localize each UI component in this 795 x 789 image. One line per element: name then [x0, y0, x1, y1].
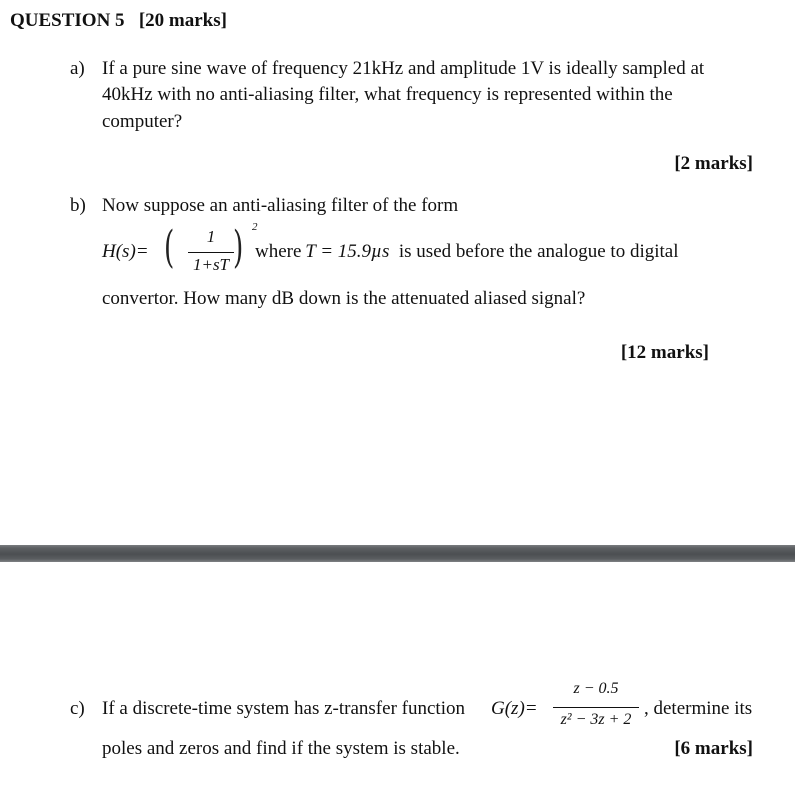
- right-paren: ): [233, 222, 244, 273]
- part-c-line-2: poles and zeros and find if the system is stable.: [102, 738, 460, 759]
- left-paren: (: [164, 222, 175, 273]
- part-b-label: b): [70, 195, 86, 216]
- part-a-label: a): [70, 58, 85, 79]
- part-c-marks: [6 marks]: [674, 738, 753, 759]
- question-title: [10, 10, 227, 32]
- part-c-label: c): [70, 698, 85, 719]
- filter-equation-lhs: H(s)=: [102, 241, 149, 262]
- part-a-line-2: 40kHz with no anti-aliasing filter, what frequency is represented within the: [102, 84, 673, 105]
- filter-where-text: [255, 241, 679, 263]
- transfer-function-after-text: , determine its: [644, 698, 753, 719]
- filter-exponent: 2: [252, 221, 258, 233]
- part-a-marks: [2 marks]: [674, 153, 753, 174]
- part-b-line-1: Now suppose an anti-aliasing filter of the form: [102, 195, 459, 216]
- exam-page-2: [0, 562, 795, 789]
- part-b-line-3: convertor. How many dB down is the attenuated aliased signal?: [102, 288, 586, 309]
- part-a-line-1: If a pure sine wave of frequency 21kHz and amplitude 1V is ideally sampled at: [102, 58, 705, 79]
- filter-numerator: 1: [206, 227, 216, 246]
- part-b-marks: [12 marks]: [620, 342, 709, 363]
- question-total-marks: [20 marks]: [138, 10, 227, 31]
- transfer-function-fraction-bar: [553, 707, 639, 708]
- time-constant: T = 15.9µs: [305, 241, 390, 262]
- transfer-function-lhs: G(z)=: [491, 698, 538, 719]
- transfer-function-numerator: z − 0.5: [573, 680, 619, 697]
- question-number: QUESTION 5: [10, 10, 125, 31]
- filter-denominator: 1+sT: [192, 255, 230, 274]
- filter-fraction-bar: [188, 252, 234, 253]
- filter-after-text: is used before the analogue to digital: [398, 241, 679, 262]
- part-a-line-3: computer?: [102, 111, 183, 132]
- page-divider: [0, 545, 795, 562]
- where-word: where: [255, 241, 302, 262]
- part-c-line-1: If a discrete-time system has z-transfer function: [102, 698, 465, 719]
- transfer-function-denominator: z² − 3z + 2: [560, 711, 632, 728]
